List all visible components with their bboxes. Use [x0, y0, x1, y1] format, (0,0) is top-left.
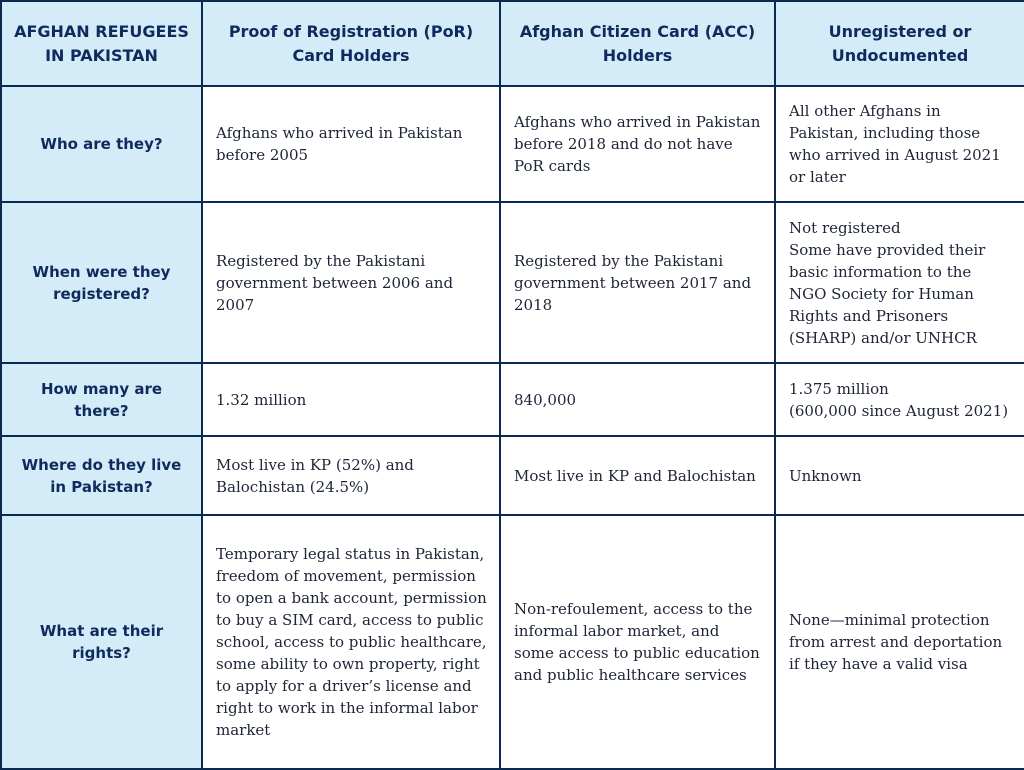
cell-text: Non-refoulement, access to the informal labor market, and some access to public education and public healthcare services: [514, 600, 760, 684]
cell-por-how-many: [202, 363, 500, 436]
cell-text: Unknown: [789, 466, 862, 485]
cell-text: All other Afghans in Pakistan, including those who arrived in August 2021 or later: [789, 102, 1001, 186]
cell-text: Temporary legal status in Pakistan, freedom of movement, permission to open a bank account, permission to buy a SIM card, access to public school, access to public healthcare, some ability to own property, right to apply for a driver’s license and right to work in the informal labor market: [216, 545, 487, 739]
cell-text: 1.32 million: [216, 390, 307, 409]
row-header-how-many: How many are there?: [1, 363, 202, 436]
cell-text: Not registered Some have provided their basic information to the NGO Society for Human Rights and Prisoners (SHARP) and/or UNHCR: [789, 218, 986, 347]
cell-unregistered-when: [775, 202, 1024, 363]
column-header-por: Proof of Registration (PoR) Card Holders: [202, 1, 500, 86]
table-row: [1, 202, 1024, 363]
cell-unregistered-who: [775, 86, 1024, 202]
cell-text: None—minimal protection from arrest and deportation if they have a valid visa: [789, 611, 1003, 673]
cell-por-who: [202, 86, 500, 202]
cell-text: 1.375 million (600,000 since August 2021): [789, 379, 1009, 420]
cell-por-rights: [202, 515, 500, 769]
cell-text: Registered by the Pakistani government between 2017 and 2018: [514, 251, 752, 314]
row-header-where: Where do they live in Pakistan?: [1, 436, 202, 515]
table-row: [1, 363, 1024, 436]
cell-text: Afghans who arrived in Pakistan before 2018 and do not have PoR cards: [514, 113, 761, 175]
cell-acc-where: [500, 436, 775, 515]
table-header-row: [1, 1, 1024, 86]
cell-text: Most live in KP (52%) and Balochistan (24.5%): [216, 455, 414, 496]
cell-acc-how-many: [500, 363, 775, 436]
column-header-unregistered: Unregistered or Undocumented: [775, 1, 1024, 86]
cell-acc-when: [500, 202, 775, 363]
cell-acc-who: [500, 86, 775, 202]
cell-unregistered-where: [775, 436, 1024, 515]
cell-text: 840,000: [514, 390, 577, 409]
cell-por-where: [202, 436, 500, 515]
corner-header: AFGHAN REFUGEES IN PAKISTAN: [1, 1, 202, 86]
cell-text: Registered by the Pakistani government between 2006 and 2007: [216, 251, 454, 314]
table-row: [1, 436, 1024, 515]
cell-unregistered-rights: [775, 515, 1024, 769]
column-header-acc: Afghan Citizen Card (ACC) Holders: [500, 1, 775, 86]
row-header-who: Who are they?: [1, 86, 202, 202]
cell-text: Afghans who arrived in Pakistan before 2005: [216, 124, 463, 164]
table-row: [1, 515, 1024, 769]
cell-por-when: [202, 202, 500, 363]
cell-unregistered-how-many: [775, 363, 1024, 436]
row-header-rights: What are their rights?: [1, 515, 202, 769]
cell-acc-rights: [500, 515, 775, 769]
row-header-when: When were they registered?: [1, 202, 202, 363]
cell-text: Most live in KP and Balochistan: [514, 466, 756, 485]
table-row: [1, 86, 1024, 202]
